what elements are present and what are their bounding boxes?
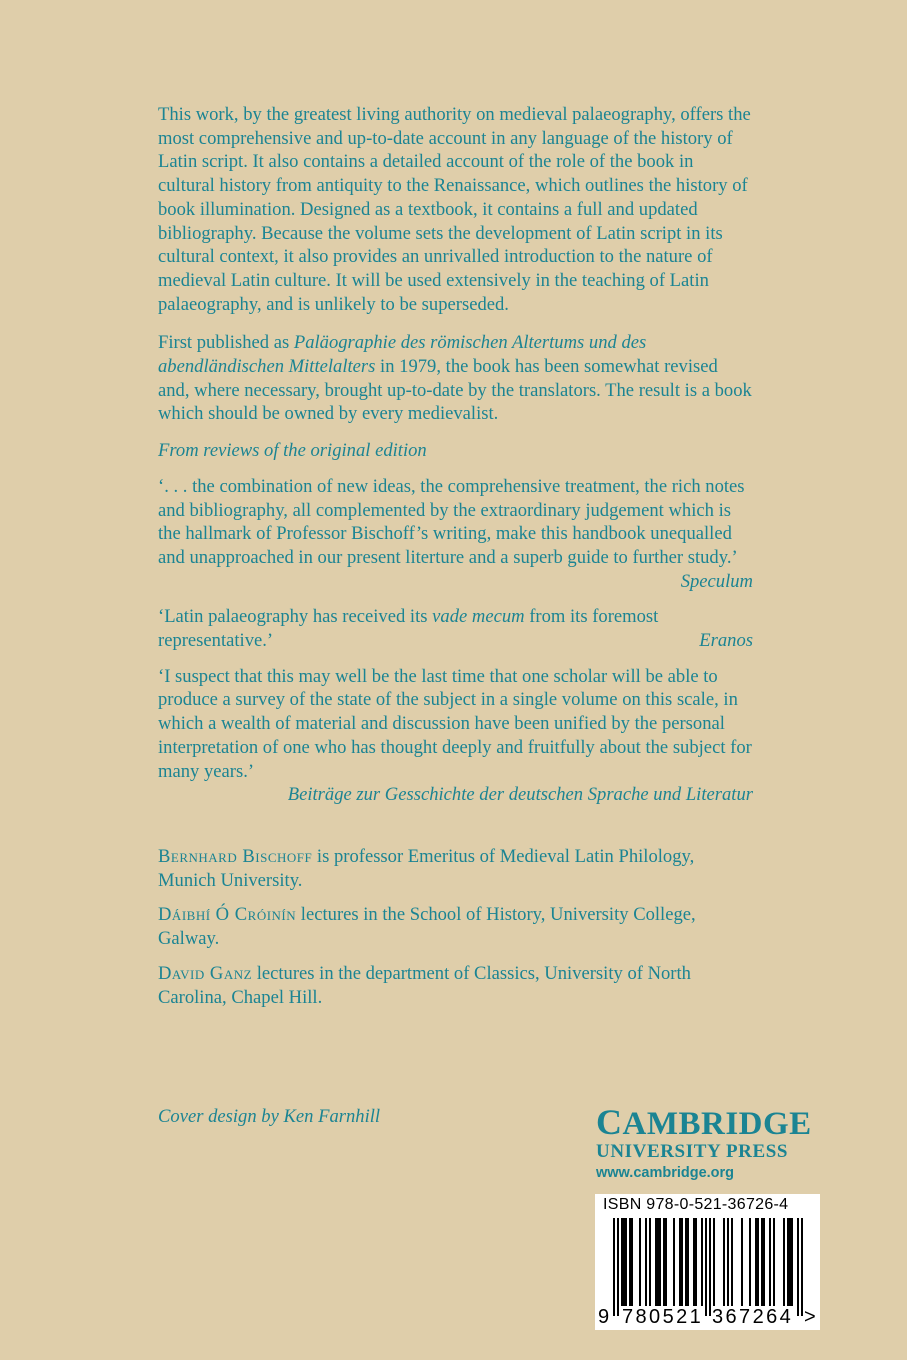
barcode-bar (783, 1218, 785, 1306)
publisher-url: www.cambridge.org (596, 1165, 735, 1181)
barcode-bar (787, 1218, 789, 1306)
barcode-bar (659, 1218, 661, 1306)
author-bio-3 (158, 962, 753, 1009)
review-quote-2-prefix: ‘Latin palaeography has received its (158, 606, 433, 628)
barcode-bar (761, 1218, 763, 1306)
barcode-bar (695, 1218, 697, 1306)
author-bio-2 (158, 903, 753, 950)
barcode-bar (665, 1218, 667, 1306)
review-quote-3-text: ‘I suspect that this may well be the last time that one scholar will be able to produce a survey of the state of the subject in a single volume on this scale, in which a wealth of material and discussion have been unified by the personal interpretation of one who has thought deeply and fruitfully about the subject for many years.’ (158, 665, 752, 782)
review-quote-2 (158, 605, 753, 652)
barcode-bar (773, 1218, 775, 1306)
isbn-label: ISBN 978-0-521-36726-4 (603, 1196, 789, 1213)
barcode-digits-right: 367264 (712, 1306, 794, 1328)
barcode-bar (693, 1218, 695, 1306)
barcode-bar (631, 1218, 633, 1306)
author-bio-1 (158, 845, 753, 892)
review-quote-2-source: Eranos (699, 630, 753, 652)
barcode-bar (763, 1218, 765, 1306)
barcode-bar (755, 1218, 757, 1306)
barcode-bar (687, 1218, 689, 1306)
review-quote-1 (158, 475, 753, 594)
barcode-bar (679, 1218, 681, 1306)
author-2-name: Dáibhí Ó Cróinín (158, 904, 297, 926)
review-quote-1-text: ‘. . . the combination of new ideas, the comprehensive treatment, the rich notes and bibliography, all complemented by the extraordinary judgement which is the hallmark of Professor Bischoff’s writing, make this handbook unequalled and unapproached in our present literture and a superb guide to further study.’ (158, 475, 745, 568)
barcode-bar (613, 1218, 615, 1316)
cover-text-block (158, 103, 753, 1020)
barcode-bar (649, 1218, 651, 1306)
author-3-name: David Ganz (158, 962, 253, 984)
author-2-bio: lectures in the School of History, University College, Galway. (158, 904, 696, 950)
blurb-paragraph-2-prefix: First published as (158, 332, 294, 354)
review-quote-1-source: Speculum (680, 570, 753, 592)
author-1-bio: is professor Emeritus of Medieval Latin Philology, Munich University. (158, 845, 695, 891)
barcode-bar (705, 1218, 707, 1316)
barcode-bar (645, 1218, 647, 1306)
barcode-bar (663, 1218, 665, 1306)
publisher-name-rest: AMBRIDGE (622, 1106, 812, 1142)
barcode-bar (727, 1218, 729, 1306)
blurb-paragraph-1: This work, by the greatest living authority on medieval palaeography, offers the most comprehensive and up-to-date account in any language of the history of Latin script. It also contains a detailed account of the role of the book in cultural history from antiquity to the Renaissance, which outlines the history of book illumination. Designed as a textbook, it contains a full and updated bibliography. Because the volume sets the development of Latin script in its cultural context, it also provides an unrivalled introduction to the nature of medieval Latin culture. It will be used extensively in the teaching of Latin palaeography, and is unlikely to be superseded. (158, 104, 751, 315)
barcode-bar (621, 1218, 623, 1306)
barcode-bar (801, 1218, 803, 1316)
review-quote-2-italic: vade mecum (432, 606, 525, 628)
barcode-bar (769, 1218, 771, 1306)
barcode-bar (625, 1218, 627, 1306)
barcode-bar (709, 1218, 711, 1316)
review-quote-3 (158, 665, 753, 807)
barcode-bar (673, 1218, 675, 1306)
barcode-arrow: > (804, 1306, 816, 1328)
reviews-heading: From reviews of the original edition (158, 440, 427, 462)
barcode-bar (701, 1218, 703, 1306)
barcode-bar (723, 1218, 725, 1306)
review-quote-3-source: Beiträge zur Gesschichte der deutschen Sprache und Literatur (287, 784, 753, 806)
author-3-bio: lectures in the department of Classics, University of North Carolina, Chapel Hill. (158, 962, 691, 1008)
barcode-bar (749, 1218, 751, 1306)
barcode-bar (789, 1218, 791, 1306)
barcode-bar (685, 1218, 687, 1306)
barcode-digits-left: 780521 (622, 1306, 704, 1328)
barcode-digit-first: 9 (598, 1306, 610, 1328)
barcode-bar (741, 1218, 743, 1306)
barcode-bar (731, 1218, 733, 1306)
barcode-bar (713, 1218, 715, 1306)
publisher-subtitle: UNIVERSITY PRESS (596, 1141, 789, 1162)
isbn-barcode (595, 1194, 820, 1330)
barcode-bar (657, 1218, 659, 1306)
barcode-bar (681, 1218, 683, 1306)
barcode-bar (655, 1218, 657, 1306)
author-1-name: Bernhard Bischoff (158, 845, 313, 867)
blurb-paragraph-2 (158, 331, 753, 426)
barcode-digits (595, 1306, 820, 1328)
author-bios (158, 845, 753, 1009)
publisher-name (596, 1102, 826, 1142)
publisher-name-initial: C (596, 1102, 623, 1142)
barcode-bar (629, 1218, 631, 1306)
barcode-bar (757, 1218, 759, 1306)
barcode-bar (639, 1218, 641, 1306)
barcode-bar (791, 1218, 793, 1306)
review-quote-2-suffix: from its foremost representative.’ (158, 606, 659, 652)
cover-design-credit: Cover design by Ken Farnhill (158, 1106, 381, 1127)
barcode-bar (623, 1218, 625, 1306)
barcode-bar (797, 1218, 799, 1316)
original-title: Paläographie des römischen Altertums und des abendländischen Mittelalters (158, 332, 647, 378)
barcode-bar (617, 1218, 619, 1316)
blurb-paragraph-2-suffix: in 1979, the book has been somewhat revised and, where necessary, brought up-to-date by the translators. The result is a book which should be owned by every medievalist. (158, 356, 752, 425)
publisher-logo (596, 1102, 826, 1182)
